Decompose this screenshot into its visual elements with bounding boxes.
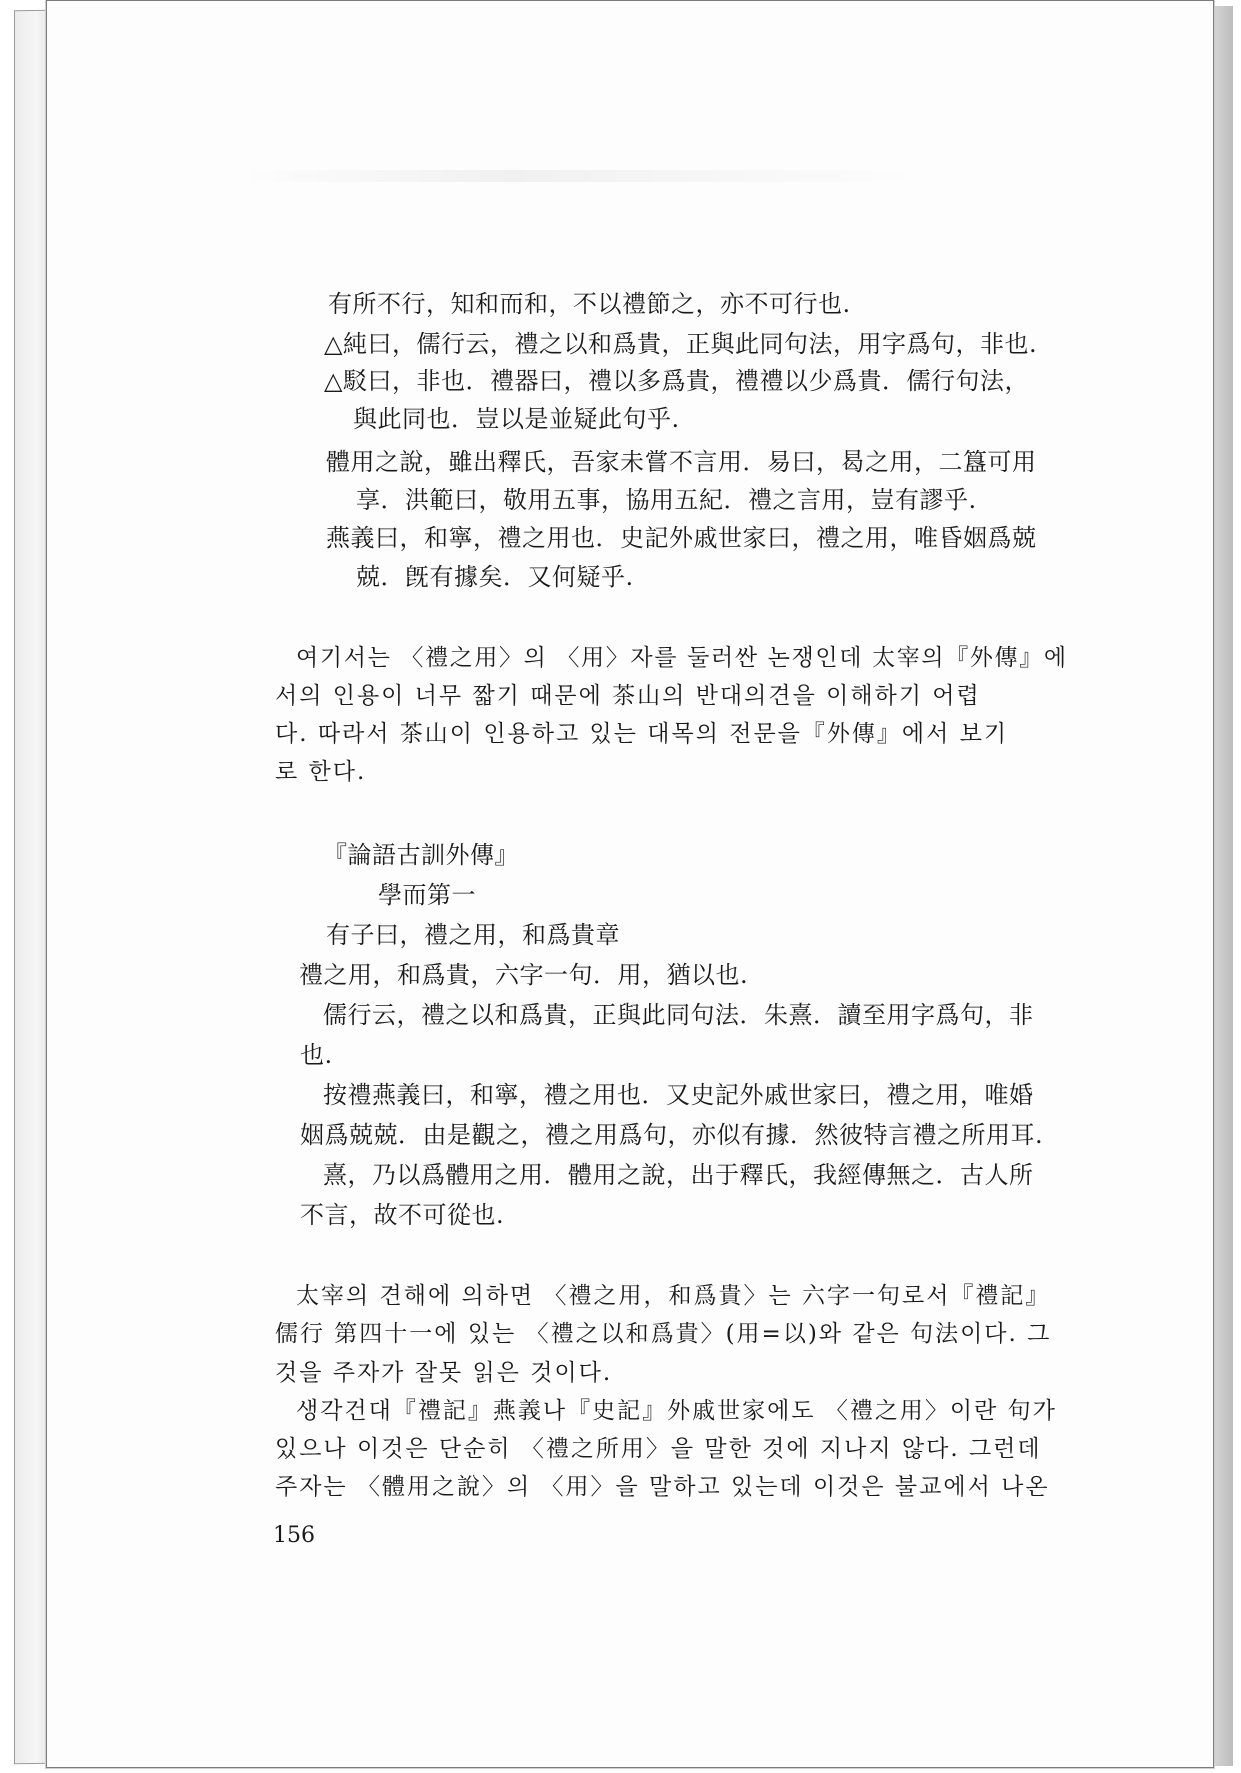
quote-line: 按禮燕義曰，和寧，禮之用也．又史記外戚世家曰，禮之用，唯婚 <box>323 1081 1034 1109</box>
quote-line: 禮之用，和爲貴，六字一句．用，猶以也. <box>299 961 749 989</box>
chapter-heading: 學而第一 <box>378 881 476 909</box>
body-line: 생각건대『禮記』燕義나『史記』外戚世家에도 〈禮之用〉이란 句가 <box>296 1398 1057 1424</box>
scan-smudge <box>240 170 920 182</box>
quote-line: 享．洪範曰，敬用五事，協用五紀．禮之言用，豈有謬乎. <box>356 486 977 514</box>
quote-line: 熹，乃以爲體用之用．體用之說，出于釋氏，我經傳無之．古人所 <box>323 1161 1034 1189</box>
book-page <box>46 0 1214 1768</box>
quote-line: 與此同也．豈以是並疑此句乎. <box>353 405 680 433</box>
quote-line: 有所不行，知和而和，不以禮節之，亦不可行也. <box>328 290 851 318</box>
quote-line: 也. <box>300 1041 333 1069</box>
quote-line: 姻爲兢兢．由是觀之，禮之用爲句，亦似有據．然彼特言禮之所用耳. <box>300 1121 1044 1149</box>
quote-line: 儒行云，禮之以和爲貴，正與此同句法．朱熹．讀至用字爲句，非 <box>323 1001 1034 1029</box>
body-line: 있으나 이것은 단순히 〈禮之所用〉을 말한 것에 지나지 않다. 그런데 <box>275 1436 1042 1462</box>
quote-line: △駁曰，非也．禮器曰，禮以多爲貴，禮禮以少爲貴．儒行句法， <box>324 367 1029 395</box>
quote-line: 有子曰，禮之用，和爲貴章 <box>326 921 620 949</box>
body-line: 주자는 〈體用之說〉의 〈用〉을 말하고 있는데 이것은 불교에서 나온 <box>275 1474 1050 1500</box>
body-line: 것을 주자가 잘못 읽은 것이다. <box>275 1360 613 1386</box>
page-number: 156 <box>273 1523 315 1548</box>
body-line: 太宰의 견해에 의하면 〈禮之用，和爲貴〉는 六字一句로서『禮記』 <box>296 1283 1051 1309</box>
body-line: 다. 따라서 茶山이 인용하고 있는 대목의 전문을『外傳』에서 보기 <box>275 721 1009 747</box>
source-title: 『論語古訓外傳』 <box>323 841 519 869</box>
body-line: 로 한다. <box>275 759 367 785</box>
quote-line: 不言，故不可從也. <box>300 1201 505 1229</box>
quote-line: 燕義曰，和寧，禮之用也．史記外戚世家曰，禮之用，唯昏姻爲兢 <box>326 524 1037 552</box>
body-line: 儒行 第四十一에 있는 〈禮之以和爲貴〉(用=以)와 같은 句法이다. 그 <box>275 1321 1052 1347</box>
quote-line: 體用之說，雖出釋氏，吾家未嘗不言用．易曰，曷之用，二簋可用 <box>326 448 1037 476</box>
body-line: 서의 인용이 너무 짧기 때문에 茶山의 반대의견을 이해하기 어렵 <box>275 683 981 709</box>
body-line: 여기서는 〈禮之用〉의 〈用〉자를 둘러싼 논쟁인데 太宰의『外傳』에 <box>296 645 1068 671</box>
quote-line: △純曰，儒行云，禮之以和爲貴，正與此同句法，用字爲句，非也. <box>324 330 1038 358</box>
quote-line: 兢．旣有據矣．又何疑乎. <box>356 563 634 591</box>
